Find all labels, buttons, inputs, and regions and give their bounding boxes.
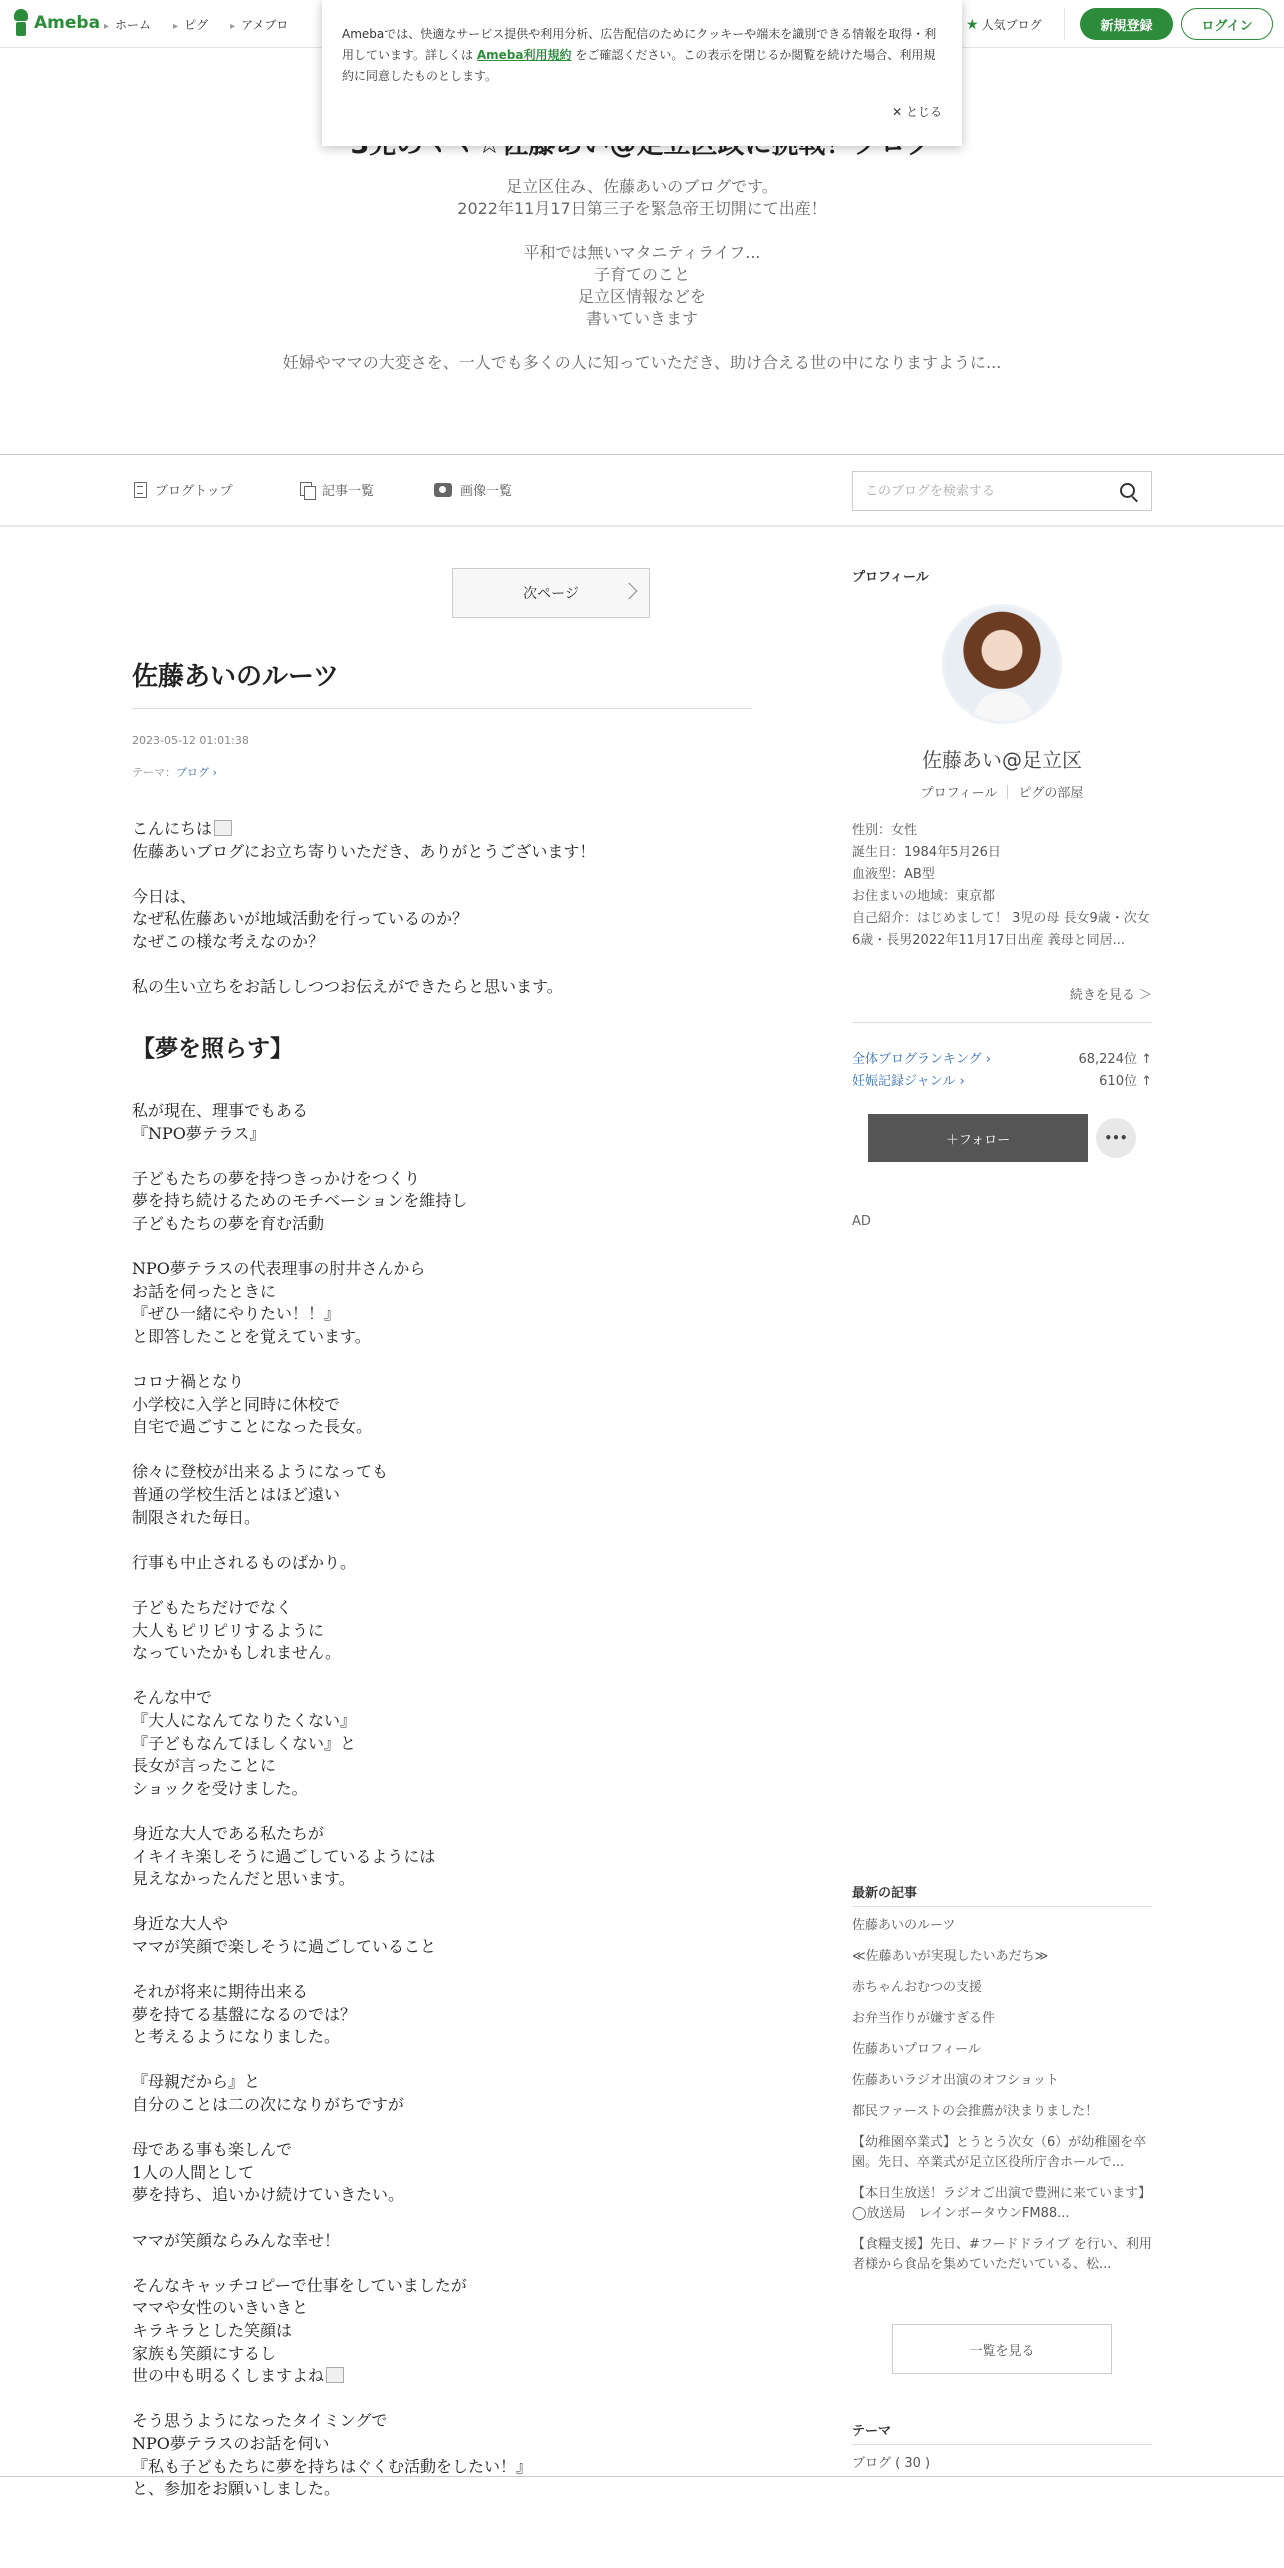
cookie-banner	[322, 0, 962, 146]
blank-line	[132, 863, 772, 886]
recent-articles-heading: 最新の記事	[852, 1886, 918, 1901]
body-line: 母である事も楽しんで	[132, 2140, 293, 2160]
body-line: 行事も中止されるものばかり。	[132, 1552, 357, 1572]
body-line: ママが笑顔で楽しそうに過ごしていること	[132, 1936, 437, 1956]
body-line: 子どもたちだけでなく	[132, 1598, 293, 1617]
desc-line	[0, 220, 1284, 242]
more-options-button[interactable]: •••	[1096, 1118, 1136, 1158]
close-icon: ✕	[892, 105, 903, 119]
copy-icon	[300, 482, 314, 498]
body-line: 『ぜひ一緒にやりたい！！』	[132, 1304, 341, 1324]
body-line: 『大人になんてなりたくない』	[132, 1710, 357, 1730]
theme-link[interactable]: ブログ ›	[176, 766, 217, 779]
desc-line: 子育てのこと	[593, 265, 690, 284]
blog-search-input[interactable]	[853, 472, 1103, 510]
recent-divider	[852, 1906, 1152, 1907]
read-more-link[interactable]: 続きを見る ＞	[1069, 988, 1152, 1003]
menu-blog-top-label: ブログトップ	[155, 484, 233, 499]
link-divider	[1007, 785, 1008, 799]
nav-link-home[interactable]: ▸ ホーム	[104, 16, 151, 33]
blank-line	[132, 1529, 772, 1552]
blog-menu	[0, 455, 1284, 527]
body-line: ショックを受けました。	[132, 1778, 308, 1798]
next-page-button[interactable]	[452, 568, 650, 618]
recent-article-link[interactable]: 【食糧支援】先日、#フードドライブ を行い、利用者様から食品を集めていただいている、松...	[852, 2237, 1152, 2272]
emoji-image-icon	[326, 2367, 344, 2383]
desc-line: 2022年11月17日第三子を緊急帝王切開にて出産！	[457, 199, 827, 218]
desc-line: 足立区情報などを	[577, 287, 706, 306]
blank-line	[132, 2252, 772, 2275]
section-heading: 【夢を照らす】	[132, 1035, 293, 1063]
nav-links	[104, 16, 288, 33]
body-line: コロナ禍となり	[132, 1372, 245, 1392]
desc-line: 書いていきます	[585, 309, 698, 328]
blank-line	[132, 1959, 772, 1982]
blank-line	[132, 1665, 772, 1688]
profile-name[interactable]: 佐藤あい@足立区	[922, 748, 1082, 772]
emoji-image-icon	[214, 820, 232, 836]
body-line: 徐々に登校が出来るようになっても	[132, 1462, 389, 1482]
blank-line	[132, 1236, 772, 1259]
body-line: そんな中で	[132, 1688, 213, 1708]
theme-item-blog[interactable]: ブログ ( 30 )	[852, 2456, 931, 2471]
body-line: 家族も笑顔にするし	[132, 2343, 277, 2363]
document-icon	[134, 482, 147, 498]
body-line: なっていたかもしれません。	[132, 1643, 341, 1663]
menu-article-list-label: 記事一覧	[322, 484, 375, 499]
view-all-button[interactable]: 一覧を見る	[892, 2324, 1112, 2374]
body-line: キラキラとした笑顔は	[132, 2321, 293, 2340]
body-line: 1人の人間として	[132, 2162, 255, 2182]
body-line: ママが笑顔ならみんな幸せ！	[132, 2230, 341, 2250]
body-line: と即答したことを覚えています。	[132, 1326, 371, 1346]
theme-heading: テーマ	[852, 2424, 892, 2439]
next-page-label: 次ページ	[523, 586, 579, 602]
blank-line	[132, 999, 772, 1022]
recent-article-link[interactable]: 【幼稚園卒業式】とうとう次女（6）が幼稚園を卒園。先日、卒業式が足立区役所庁舎ホールで...	[852, 2135, 1147, 2170]
ranking-genre	[852, 1070, 1152, 1089]
blank-line	[132, 2049, 772, 2072]
body-line: 夢を持ち、追いかけ続けていきたい。	[132, 2185, 405, 2205]
body-line: 私が現在、理事でもある	[132, 1100, 309, 1120]
body-line: 『母親だから』と	[132, 2072, 261, 2092]
ranking-genre-link[interactable]: 妊娠記録ジャンル ›	[852, 1074, 965, 1089]
body-line: NPO夢テラスのお話を伺い	[132, 2433, 330, 2453]
cookie-text-after: をご確認ください。この表示を閉じるか閲覧を続けた場合、利用規約に同意したものとします。	[342, 48, 936, 83]
blank-line	[132, 1891, 772, 1914]
body-line: 制限された毎日。	[132, 1507, 261, 1527]
ameba-logo[interactable]	[12, 9, 100, 37]
body-line: 大人もピリピリするように	[132, 1620, 325, 1640]
body-line: こんにちは	[132, 818, 772, 841]
profile-heading: プロフィール	[852, 570, 929, 585]
body-line: 子どもたちの夢を持つきっかけをつくり	[132, 1168, 421, 1188]
body-line: 長女が言ったことに	[132, 1756, 277, 1776]
blank-line	[132, 954, 772, 977]
logo-text: Ameba	[34, 13, 101, 33]
body-line: 佐藤あいブログにお立ち寄りいただき、ありがとうございます！	[132, 841, 596, 861]
blank-line	[132, 1145, 772, 1168]
body-line: 見えなかったんだと思います。	[132, 1869, 355, 1889]
recent-article-link[interactable]: 佐藤あいプロフィール	[852, 2042, 981, 2057]
blank-line	[132, 2207, 772, 2230]
desc-line: 足立区住み、佐藤あいのブログです。	[506, 177, 778, 196]
body-line: 『私も子どもたちに夢を持ちはぐくむ活動をしたい！』	[132, 2456, 533, 2476]
desc-line: 平和では無いマタニティライフ...	[523, 243, 761, 262]
blank-line	[132, 1574, 772, 1597]
ranking-overall-label: 全体ブログランキング	[852, 1052, 982, 1067]
article-theme	[132, 764, 217, 780]
body-line: 私の生い立ちをお話ししつつお伝えができたらと思います。	[132, 977, 563, 997]
body-line: 『NPO夢テラス』	[132, 1123, 266, 1143]
ameba-mascot-icon	[12, 9, 30, 37]
ranking-genre-value: 610位 ↑	[1099, 1074, 1152, 1089]
sidebar-divider	[852, 1022, 1152, 1023]
ad-label: AD	[852, 1214, 871, 1229]
menu-article-list[interactable]	[300, 480, 374, 499]
recent-article-link[interactable]: ≪佐藤あいが実現したいあだち≫	[852, 1949, 1049, 1964]
profile-birthday: 誕生日：1984年5月26日	[852, 845, 1001, 860]
cookie-text-before: Amebaでは、快適なサービス提供や利用分析、広告配信のためにクッキーや端末を識別できる情報を取得・利用しています。詳しくは	[342, 27, 937, 62]
body-line: 身近な大人である私たちが	[132, 1823, 325, 1843]
article-date: 2023-05-12 01:01:38	[132, 734, 249, 747]
popular-blog-link[interactable]	[966, 16, 1042, 33]
recent-article-link[interactable]: 【本日生放送！ラジオご出演で豊洲に来ています】◯放送局 レインボータウンFM88...	[852, 2186, 1152, 2221]
chevron-right-icon	[621, 583, 638, 600]
profile-area: お住まいの地域：東京都	[852, 889, 996, 904]
footer-divider	[0, 2476, 1284, 2477]
body-line: そう思うようになったタイミングで	[132, 2411, 388, 2431]
ranking-overall-value: 68,224位 ↑	[1078, 1052, 1152, 1067]
crown-icon: ★	[966, 17, 979, 33]
body-line: 子どもたちの夢を育む活動	[132, 1213, 325, 1233]
blank-line	[132, 1348, 772, 1371]
menu-image-list[interactable]	[434, 480, 512, 499]
body-line: 自宅で過ごすことになった長女。	[132, 1417, 373, 1437]
body-line: と、参加をお願いしました。	[132, 2479, 341, 2499]
title-divider	[132, 708, 752, 709]
blog-search	[852, 471, 1152, 511]
body-line: ママや女性のいきいきと	[132, 2298, 309, 2318]
body-line: と考えるようになりました。	[132, 2027, 341, 2047]
blank-line	[132, 1800, 772, 1823]
signup-button[interactable]: 新規登録	[1080, 8, 1173, 40]
ranking-genre-label: 妊娠記録ジャンル	[852, 1074, 956, 1089]
body-line: NPO夢テラスの代表理事の肘井さんから	[132, 1259, 426, 1279]
body-line: 夢を持ち続けるためのモチベーションを維持し	[132, 1191, 468, 1211]
theme-label: テーマ：	[132, 766, 176, 779]
article-body	[132, 818, 772, 2501]
search-icon[interactable]	[1120, 483, 1135, 498]
nav-divider	[1064, 8, 1065, 40]
theme-link-label: ブログ	[176, 766, 209, 779]
desc-line: 妊婦やママの大変さを、一人でも多くの人に知っていただき、助け合える世の中になりますように...	[282, 353, 1002, 372]
recent-article-link[interactable]: 佐藤あいラジオ出演のオフショット	[852, 2073, 1059, 2088]
profile-intro: 自己紹介：はじめまして！ 3児の母 長女9歳・次女6歳・長男2022年11月17日出産 義母と同居...	[852, 911, 1150, 948]
terms-link[interactable]: Ameba利用規約	[476, 48, 572, 62]
menu-blog-top[interactable]	[134, 480, 233, 499]
profile-gender: 性別：女性	[852, 823, 918, 838]
camera-icon	[434, 483, 452, 497]
blank-line	[132, 1077, 772, 1100]
blog-description	[0, 176, 1284, 374]
blank-line	[132, 1439, 772, 1462]
body-line: 世の中も明るくしますよね	[132, 2365, 772, 2388]
recent-article-link[interactable]: 都民ファーストの会推薦が決まりました！	[852, 2104, 1099, 2119]
cookie-close-label: とじる	[905, 105, 942, 119]
profile-info	[852, 820, 1152, 952]
ranking-overall-link[interactable]: 全体ブログランキング ›	[852, 1052, 991, 1067]
body-line: 小学校に入学と同時に休校で	[132, 1394, 341, 1414]
body-line: 『子どもなんてほしくない』と	[132, 1733, 357, 1753]
recent-article-link[interactable]: 佐藤あいのルーツ	[852, 1918, 956, 1933]
ranking-overall	[852, 1048, 1152, 1067]
body-line: イキイキ楽しそうに過ごしているようには	[132, 1846, 436, 1866]
follow-button[interactable]: ＋フォロー	[868, 1114, 1088, 1162]
recent-article-link[interactable]: 赤ちゃんおむつの支援	[852, 1980, 983, 1995]
login-button[interactable]: ログイン	[1181, 8, 1273, 40]
article-title[interactable]: 佐藤あいのルーツ	[132, 662, 339, 692]
nav-link-ameblo[interactable]: ▸ アメブロ	[230, 16, 288, 33]
body-line: なぜこの様な考えなのか？	[132, 931, 325, 951]
nav-link-pig[interactable]: ▸ ピグ	[173, 16, 208, 33]
body-line: なぜ私佐藤あいが地域活動を行っているのか？	[132, 909, 469, 929]
blank-line	[132, 2117, 772, 2140]
recent-article-link[interactable]: お弁当作りが嫌すぎる件	[852, 2011, 996, 2026]
body-line: お話を伺ったときに	[132, 1281, 277, 1301]
desc-line	[0, 330, 1284, 352]
profile-bloodtype: 血液型：AB型	[852, 867, 935, 882]
menu-image-list-label: 画像一覧	[460, 484, 513, 499]
body-line: 自分のことは二の次になりがちですが	[132, 2095, 404, 2115]
profile-links	[852, 782, 1152, 801]
pig-room-link[interactable]: ピグの部屋	[1018, 786, 1084, 801]
theme-divider	[852, 2444, 1152, 2445]
popular-blog-label: 人気ブログ	[981, 18, 1042, 32]
body-line: 今日は、	[132, 886, 197, 906]
body-line: 普通の学校生活とはほど遠い	[132, 1485, 341, 1505]
body-line: 身近な大人や	[132, 1914, 229, 1934]
profile-avatar[interactable]	[942, 604, 1062, 724]
body-line: 夢を持てる基盤になるのでは？	[132, 2004, 357, 2024]
recent-articles-list	[852, 1916, 1152, 2286]
body-line: そんなキャッチコピーで仕事をしていましたが	[132, 2275, 467, 2295]
cookie-close-button[interactable]	[892, 102, 942, 123]
blank-line	[132, 2388, 772, 2411]
body-line: それが将来に期待出来る	[132, 1982, 309, 2002]
profile-link[interactable]: プロフィール	[920, 786, 998, 801]
